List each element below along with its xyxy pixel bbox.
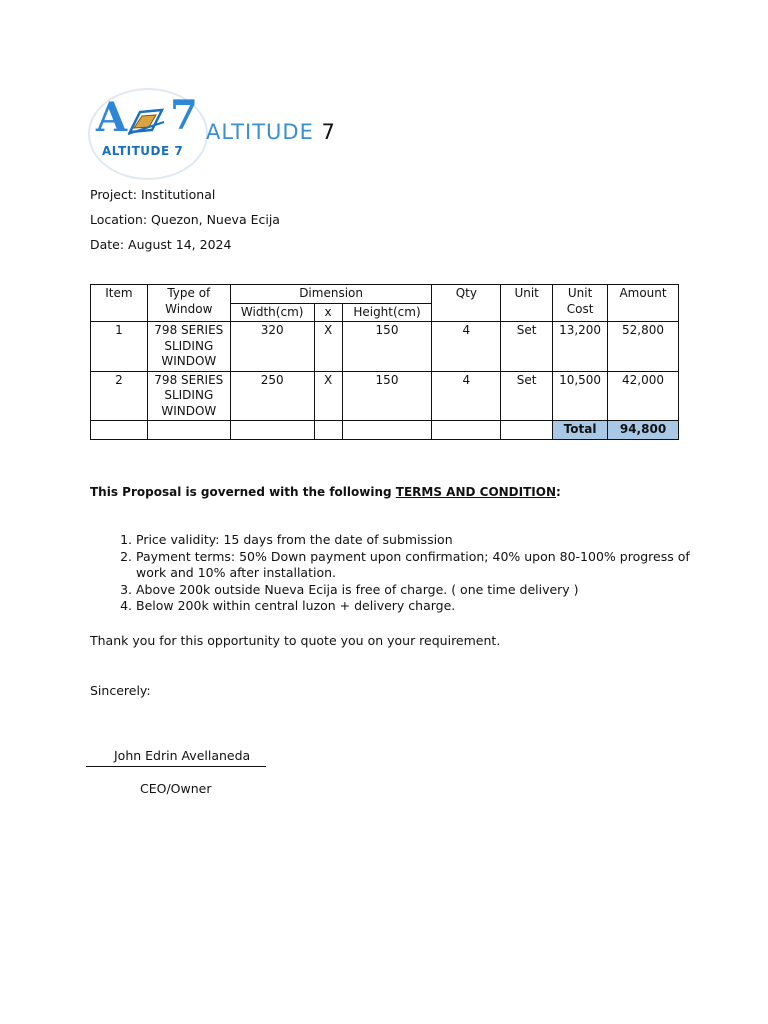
cell-width: 320 (230, 322, 314, 372)
list-item: 2. Payment terms: 50% Down payment upon confirmation; 40% upon 80-100% progress of work and 10% after installation. (136, 549, 696, 582)
logo-letter-a: A (96, 94, 128, 141)
header-item: Item (91, 285, 148, 322)
cell-unit-cost: 13,200 (553, 322, 608, 372)
cell-amount: 42,000 (608, 371, 679, 421)
cell-width: 250 (230, 371, 314, 421)
cell-empty (230, 421, 314, 440)
header-type: Type of Window (147, 285, 230, 322)
date-line: Date: August 14, 2024 (90, 237, 232, 252)
cell-unit: Set (501, 322, 553, 372)
thank-you-line: Thank you for this opportunity to quote you on your requirement. (90, 633, 501, 648)
header-width: Width(cm) (230, 303, 314, 322)
cell-type: 798 SERIES SLIDING WINDOW (147, 371, 230, 421)
brand-name: ALTITUDE (206, 120, 314, 144)
cell-type: 798 SERIES SLIDING WINDOW (147, 322, 230, 372)
cell-unit: Set (501, 371, 553, 421)
logo-digit: 7 (170, 92, 198, 139)
cell-item: 1 (91, 322, 148, 372)
terms-heading-prefix: This Proposal is governed with the following (90, 485, 396, 499)
header-unit: Unit (501, 285, 553, 322)
table-header-row (91, 285, 679, 304)
terms-heading (90, 485, 561, 499)
header-unit-cost: Unit Cost (553, 285, 608, 322)
header-qty: Qty (432, 285, 501, 322)
cell-height: 150 (342, 322, 432, 372)
cell-qty: 4 (432, 371, 501, 421)
cell-unit-cost: 10,500 (553, 371, 608, 421)
logo-wordmark: ALTITUDE 7 (102, 144, 184, 158)
table-total-row (91, 421, 679, 440)
cell-empty (91, 421, 148, 440)
list-item: 1. Price validity: 15 days from the date of submission (136, 532, 696, 549)
project-line: Project: Institutional (90, 187, 216, 202)
cell-x: X (314, 371, 342, 421)
cell-empty (501, 421, 553, 440)
total-value: 94,800 (608, 421, 679, 440)
total-label: Total (553, 421, 608, 440)
cell-empty (342, 421, 432, 440)
terms-list (114, 532, 696, 615)
sincerely-line: Sincerely: (90, 683, 151, 698)
cell-empty (314, 421, 342, 440)
list-item: 4. Below 200k within central luzon + delivery charge. (136, 598, 696, 615)
cell-height: 150 (342, 371, 432, 421)
cell-item: 2 (91, 371, 148, 421)
header-amount: Amount (608, 285, 679, 322)
table-row (91, 322, 679, 372)
cell-qty: 4 (432, 322, 501, 372)
signer-title: CEO/Owner (140, 781, 212, 796)
table-row (91, 371, 679, 421)
brand-title (206, 120, 336, 144)
terms-heading-emphasis: TERMS AND CONDITION (395, 485, 557, 499)
header-x: x (314, 303, 342, 322)
company-logo (88, 88, 204, 176)
location-line: Location: Quezon, Nueva Ecija (90, 212, 280, 227)
signer-name: John Edrin Avellaneda (114, 748, 251, 763)
header-dimension: Dimension (230, 285, 432, 304)
logo-document-icon (126, 106, 166, 136)
cell-empty (147, 421, 230, 440)
header-height: Height(cm) (342, 303, 432, 322)
quotation-table (90, 284, 679, 440)
terms-heading-suffix: : (556, 485, 561, 499)
brand-number: 7 (321, 120, 336, 144)
list-item: 3. Above 200k outside Nueva Ecija is free of charge. ( one time delivery ) (136, 582, 696, 599)
cell-amount: 52,800 (608, 322, 679, 372)
cell-empty (432, 421, 501, 440)
cell-x: X (314, 322, 342, 372)
signature-line (86, 766, 266, 767)
